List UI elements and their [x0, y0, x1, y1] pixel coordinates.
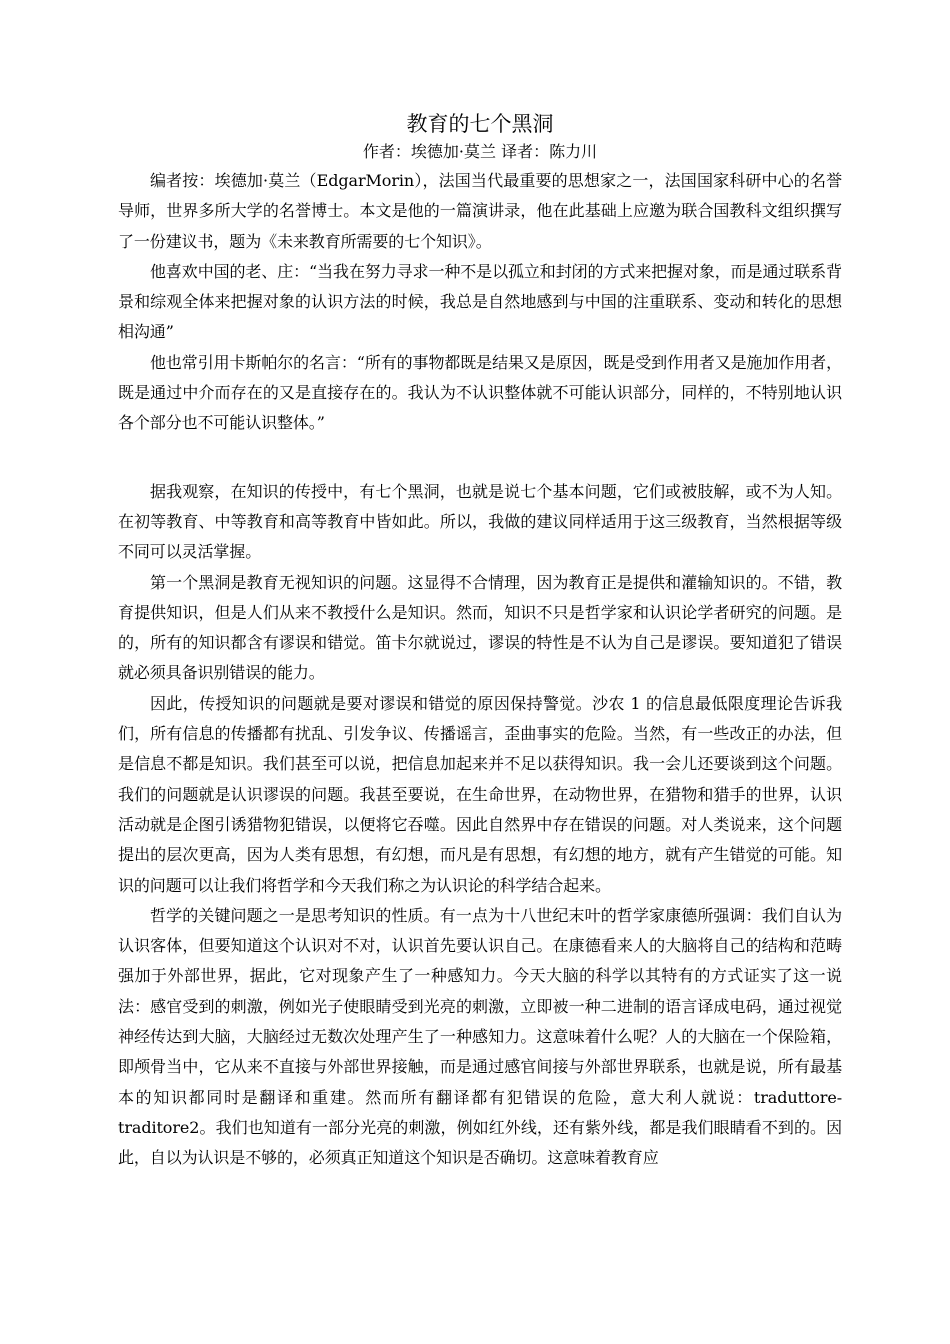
kaspar-quote-paragraph: 他也常引用卡斯帕尔的名言：“所有的事物都既是结果又是原因，既是受到作用者又是施加作用者，既是通过中介而存在的又是直接存在的。我认为不认识整体就不可能认识部分，同样的，不特别地认识各个部分也不可能认识整体。” [118, 352, 842, 433]
section-spacer [118, 439, 842, 477]
document-page [118, 108, 842, 1174]
body-paragraph: 哲学的关键问题之一是思考知识的性质。有一点为十八世纪末叶的哲学家康德所强调：我们自认为认识客体，但要知道这个认识对不对，认识首先要认识自己。在康德看来人的大脑将自己的结构和范畴强加于外部世界，据此，它对现象产生了一种感知力。今天大脑的科学以其特有的方式证实了这一说法：感官受到的刺激，例如光子使眼睛受到光亮的刺激，立即被一种二进制的语言译成电码，通过视觉神经传达到大脑，大脑经过无数次处理产生了一种感知力。这意味着什么呢？人的大脑在一个保险箱，即颅骨当中，它从来不直接与外部世界接触，而是通过感官间接与外部世界联系，也就是说，所有最基本的知识都同时是翻译和重建。然而所有翻译都有犯错误的危险，意大利人就说：traduttore-traditore2。我们也知道有一部分光亮的刺激，例如红外线，还有紫外线，都是我们眼睛看不到的。因此，自以为认识是不够的，必须真正知道这个知识是否确切。这意味着教育应 [118, 905, 842, 1168]
body-paragraph: 第一个黑洞是教育无视知识的问题。这显得不合情理，因为教育正是提供和灌输知识的。不错，教育提供知识，但是人们从来不教授什么是知识。然而，知识不只是哲学家和认识论学者研究的问题。是的，所有的知识都含有谬误和错觉。笛卡尔就说过，谬误的特性是不认为自己是谬误。要知道犯了错误就必须具备识别错误的能力。 [118, 572, 842, 683]
body-paragraph: 据我观察，在知识的传授中，有七个黑洞，也就是说七个基本问题，它们或被肢解，或不为人知。在初等教育、中等教育和高等教育中皆如此。所以，我做的建议同样适用于这三级教育，当然根据等级不同可以灵活掌握。 [118, 481, 842, 562]
editor-note-paragraph: 编者按：埃德加·莫兰（EdgarMorin），法国当代最重要的思想家之一，法国国家科研中心的名誉导师，世界多所大学的名誉博士。本文是他的一篇演讲录，他在此基础上应邀为联合国教科文组织撰写了一份建议书，题为《未来教育所需要的七个知识》。 [118, 171, 842, 251]
laozi-zhuangzi-quote-paragraph: 他喜欢中国的老、庄：“当我在努力寻求一种不是以孤立和封闭的方式来把握对象，而是通过联系背景和综观全体来把握对象的认识方法的时候，我总是自然地感到与中国的注重联系、变动和转化的思想相沟通” [118, 261, 842, 342]
body-paragraph: 因此，传授知识的问题就是要对谬误和错觉的原因保持警觉。沙农 1 的信息最低限度理论告诉我们，所有信息的传播都有扰乱、引发争议、传播谣言，歪曲事实的危险。当然，有一些改正的办法，但是信息不都是知识。我们甚至可以说，把信息加起来并不足以获得知识。我一会儿还要谈到这个问题。我们的问题就是认识谬误的问题。我甚至要说，在生命世界，在动物世界，在猎物和猎手的世界，认识活动就是企图引诱猎物犯错误，以便将它吞噬。因此自然界中存在错误的问题。对人类说来，这个问题提出的层次更高，因为人类有思想，有幻想，而凡是有思想，有幻想的地方，就有产生错觉的可能。知识的问题可以让我们将哲学和今天我们称之为认识论的科学结合起来。 [118, 693, 842, 895]
document-byline: 作者：埃德加·莫兰 译者：陈力川 [362, 142, 598, 161]
document-title: 教育的七个黑洞 [406, 112, 554, 136]
